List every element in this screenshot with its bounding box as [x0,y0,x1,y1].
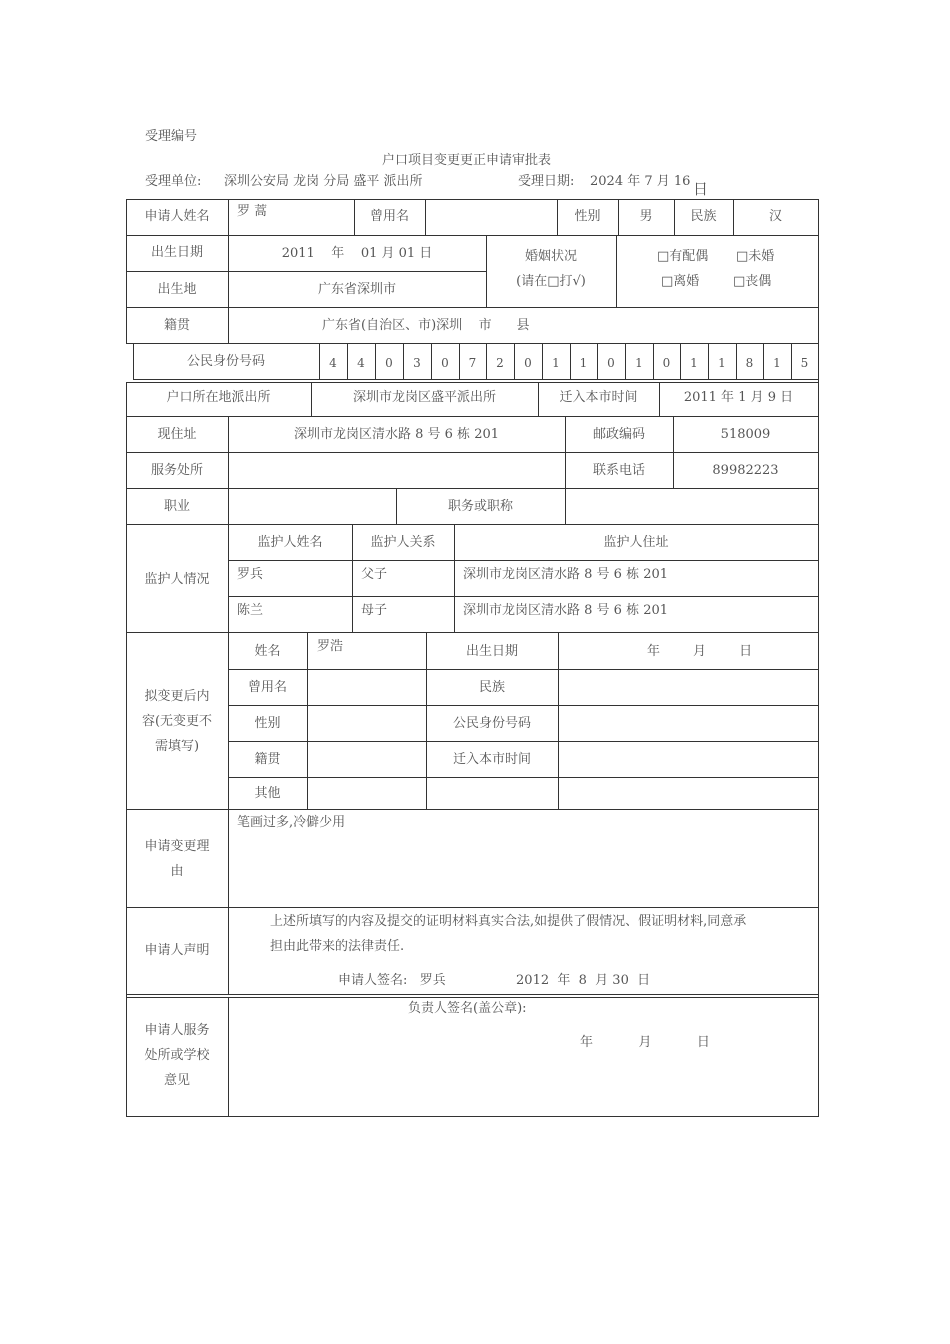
postcode-value: 518009 [720,427,771,442]
date-suffix: 日 [693,180,709,198]
id-digit: 8 [745,356,754,370]
marital-option-married[interactable]: □有配偶 [657,249,709,264]
changes-section-label-line3: 需填写) [154,739,200,754]
gender-label: 性别 [574,209,601,224]
id-number-label: 公民身份号码 [186,354,265,369]
new-former-name-label: 曾用名 [247,680,287,695]
occupation-label: 职业 [163,499,190,514]
declaration-line1: 上述所填写的内容及提交的证明材料真实合法,如提供了假情况、假证明材料,同意承 [270,914,747,929]
id-digit: 3 [413,356,421,370]
job-title-label: 职务或职称 [447,499,513,514]
address-value: 深圳市龙岗区清水路 8 号 6 栋 201 [293,427,500,442]
marital-option-divorced[interactable]: □离婚 [661,274,700,289]
phone-value: 89982223 [712,463,779,478]
marital-option-unmarried[interactable]: □未婚 [736,249,775,264]
move-in-label: 迁入本市时间 [559,390,638,405]
new-gender-label: 性别 [254,716,281,731]
guardian-name: 陈兰 [237,603,264,618]
id-digit: 5 [800,356,809,370]
id-digit: 0 [607,356,615,370]
unit-label: 受理单位: [145,174,202,189]
guardian-name-header: 监护人姓名 [257,535,323,550]
phone-label: 联系电话 [592,463,645,478]
changes-section-label-line1: 拟变更后内 [144,689,210,704]
opinion-label-line1: 申请人服务 [144,1023,210,1038]
id-digit: 1 [635,356,643,370]
address-label: 现住址 [157,427,197,442]
date-label: 受理日期: [518,174,575,189]
id-digit: 1 [690,356,698,370]
form-title: 户口项目变更更正申请审批表 [382,153,552,168]
acceptance-number-label: 受理编号 [145,129,198,144]
guardian-relation: 母子 [361,603,388,618]
applicant-name-label: 申请人姓名 [144,209,210,224]
guardian-address: 深圳市龙岗区清水路 8 号 6 栋 201 [463,567,669,582]
native-place-value: 广东省(自治区、市)深圳 市 县 [322,318,530,333]
ethnicity-value: 汉 [768,209,782,224]
id-digit: 0 [662,356,671,370]
new-other-label: 其他 [254,786,281,801]
marital-hint: (请在□打√) [516,274,586,289]
id-digit: 0 [524,356,532,370]
id-digit: 1 [718,356,726,370]
police-station-label: 户口所在地派出所 [166,390,271,405]
guardian-section-label: 监护人情况 [144,572,210,587]
birthplace-label: 出生地 [157,282,197,297]
id-digit: 0 [441,356,449,370]
id-digit: 7 [468,356,477,370]
id-digit: 4 [329,356,337,370]
guardian-relation-header: 监护人关系 [370,535,436,550]
date-value: 2024 年 7 月 16 [590,174,691,189]
new-name-label: 姓名 [254,644,281,659]
move-in-value: 2011 年 1 月 9 日 [683,390,794,405]
id-digit: 2 [496,356,504,370]
police-station-value: 深圳市龙岗区盛平派出所 [352,390,496,405]
postcode-label: 邮政编码 [592,427,645,442]
birth-date-value: 2011 年 01 月 01 日 [281,246,433,261]
new-birth-label: 出生日期 [465,644,518,659]
applicant-name: 罗 蒿 [237,204,268,219]
guardian-address: 深圳市龙岗区清水路 8 号 6 栋 201 [463,603,669,618]
guardian-address-header: 监护人住址 [603,535,669,550]
reason-label-line2: 由 [170,864,184,879]
new-name-value: 罗浩 [317,639,344,654]
id-digit: 1 [773,356,781,370]
new-move-in-label: 迁入本市时间 [452,752,531,767]
id-digit: 1 [579,356,588,370]
unit-value: 深圳公安局 龙岗 分局 盛平 派出所 [224,174,423,189]
id-digit: 4 [357,356,365,370]
opinion-signer-label: 负责人签名(盖公章): [408,1001,527,1016]
id-digit: 1 [552,356,560,370]
new-native-label: 籍贯 [254,752,281,767]
ethnicity-label: 民族 [690,209,717,224]
gender-value: 男 [639,209,653,224]
native-place-label: 籍贯 [163,318,190,333]
declaration-line2: 担由此带来的法律责任. [270,939,405,954]
opinion-date: 年 月 日 [580,1035,710,1050]
marital-label: 婚姻状况 [524,249,577,264]
birthplace-value: 广东省深圳市 [317,282,396,297]
reason-text: 笔画过多,冷僻少用 [237,815,346,830]
marital-option-widowed[interactable]: □丧偶 [733,274,772,289]
declaration-signature: 申请人签名: 罗兵 2012 年 8 月 30 日 [338,973,651,988]
workplace-label: 服务处所 [150,463,203,478]
declaration-label: 申请人声明 [144,943,210,958]
birth-date-label: 出生日期 [150,245,203,260]
new-id-label: 公民身份号码 [452,716,531,731]
new-ethnicity-label: 民族 [478,680,505,695]
former-name-label: 曾用名 [369,209,409,224]
reason-label-line1: 申请变更理 [144,839,210,854]
opinion-label-line2: 处所或学校 [144,1048,210,1063]
opinion-label-line3: 意见 [163,1073,190,1088]
new-birth-value: 年 月 日 [647,644,753,659]
id-digit: 0 [385,356,393,370]
guardian-name: 罗兵 [237,567,264,582]
guardian-relation: 父子 [361,567,388,582]
changes-section-label-line2: 容(无变更不 [141,714,213,729]
